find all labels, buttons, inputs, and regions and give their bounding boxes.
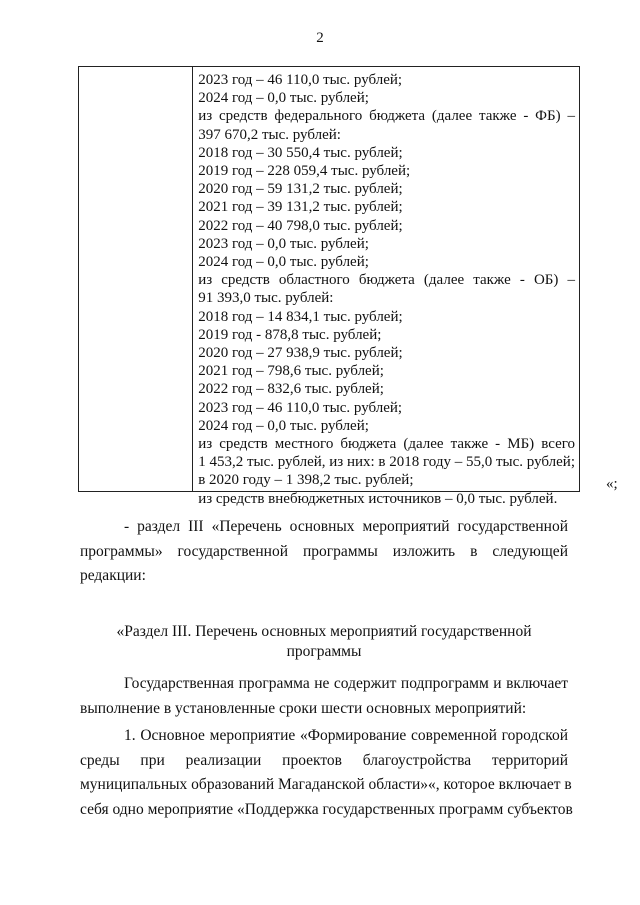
paragraph-line: себя одно мероприятие «Поддержка государственных программ субъектов [80, 800, 573, 818]
table-right-cell [193, 67, 579, 507]
table-line: из средств федерального бюджета (далее также - ФБ) – [198, 108, 575, 125]
paragraph-line: муниципальных образований Магаданской области»«, которое включает в [80, 776, 572, 793]
table-line: 2022 год – 40 798,0 тыс. рублей; [198, 217, 403, 234]
table-line: 2018 год – 14 834,1 тыс. рублей; [198, 308, 403, 325]
paragraph-line: - раздел III «Перечень основных мероприятий государственной [124, 518, 568, 535]
table-line: из средств внебюджетных источников – 0,0 тыс. рублей. [198, 490, 558, 507]
table-line: 2019 год - 878,8 тыс. рублей; [198, 326, 382, 343]
paragraph-line: редакции: [80, 567, 146, 584]
budget-table [78, 66, 580, 507]
table-line: 2024 год – 0,0 тыс. рублей; [198, 90, 369, 107]
page-number: 2 [316, 30, 324, 46]
table-line: в 2020 году – 1 398,2 тыс. рублей; [198, 472, 414, 489]
table-line: 397 670,2 тыс. рублей: [198, 126, 341, 143]
table-left-cell [79, 67, 193, 491]
table-line: 2019 год – 228 059,4 тыс. рублей; [198, 163, 411, 180]
table-line: 2021 год – 39 131,2 тыс. рублей; [198, 199, 403, 216]
table-line: 2018 год – 30 550,4 тыс. рублей; [198, 144, 403, 161]
closing-quote: «; [606, 476, 618, 492]
table-line: 2024 год – 0,0 тыс. рублей; [198, 254, 369, 271]
table-line: 2021 год – 798,6 тыс. рублей; [198, 363, 384, 380]
table-line: 2020 год – 59 131,2 тыс. рублей; [198, 181, 403, 198]
table-line: 2020 год – 27 938,9 тыс. рублей; [198, 345, 403, 362]
amendment-paragraph [80, 515, 568, 589]
section-title-line: «Раздел III. Перечень основных мероприятий государственной [116, 623, 532, 640]
section-title [80, 622, 568, 662]
paragraph-line: программы» государственной программы изложить в следующей [80, 542, 568, 560]
paragraph-line: 1. Основное мероприятие «Формирование современной городской [124, 727, 568, 744]
paragraph-line: выполнение в установленные сроки шести основных мероприятий: [80, 699, 527, 717]
table-line: 2024 год – 0,0 тыс. рублей; [198, 417, 369, 434]
table-line: 91 393,0 тыс. рублей: [198, 290, 334, 307]
table-line: 2022 год – 832,6 тыс. рублей; [198, 381, 384, 398]
paragraph-line: Государственная программа не содержит подпрограмм и включает [124, 675, 568, 692]
table-line: из средств местного бюджета (далее также - МБ) всего [198, 436, 575, 453]
table-line: 2023 год – 0,0 тыс. рублей; [198, 235, 369, 252]
table-line: 2023 год – 46 110,0 тыс. рублей; [198, 72, 403, 88]
paragraph-line: среды при реализации проектов благоустройства территорий [80, 751, 568, 769]
section-title-line: программы [286, 643, 362, 660]
table-line: 2023 год – 46 110,0 тыс. рублей; [198, 399, 403, 416]
table-line: 1 453,2 тыс. рублей, из них: в 2018 году – 55,0 тыс. рублей; [198, 454, 575, 471]
table-line: из средств областного бюджета (далее также - ОБ) – [198, 272, 575, 289]
program-description-paragraph [80, 672, 568, 721]
main-activity-paragraph [80, 724, 573, 822]
